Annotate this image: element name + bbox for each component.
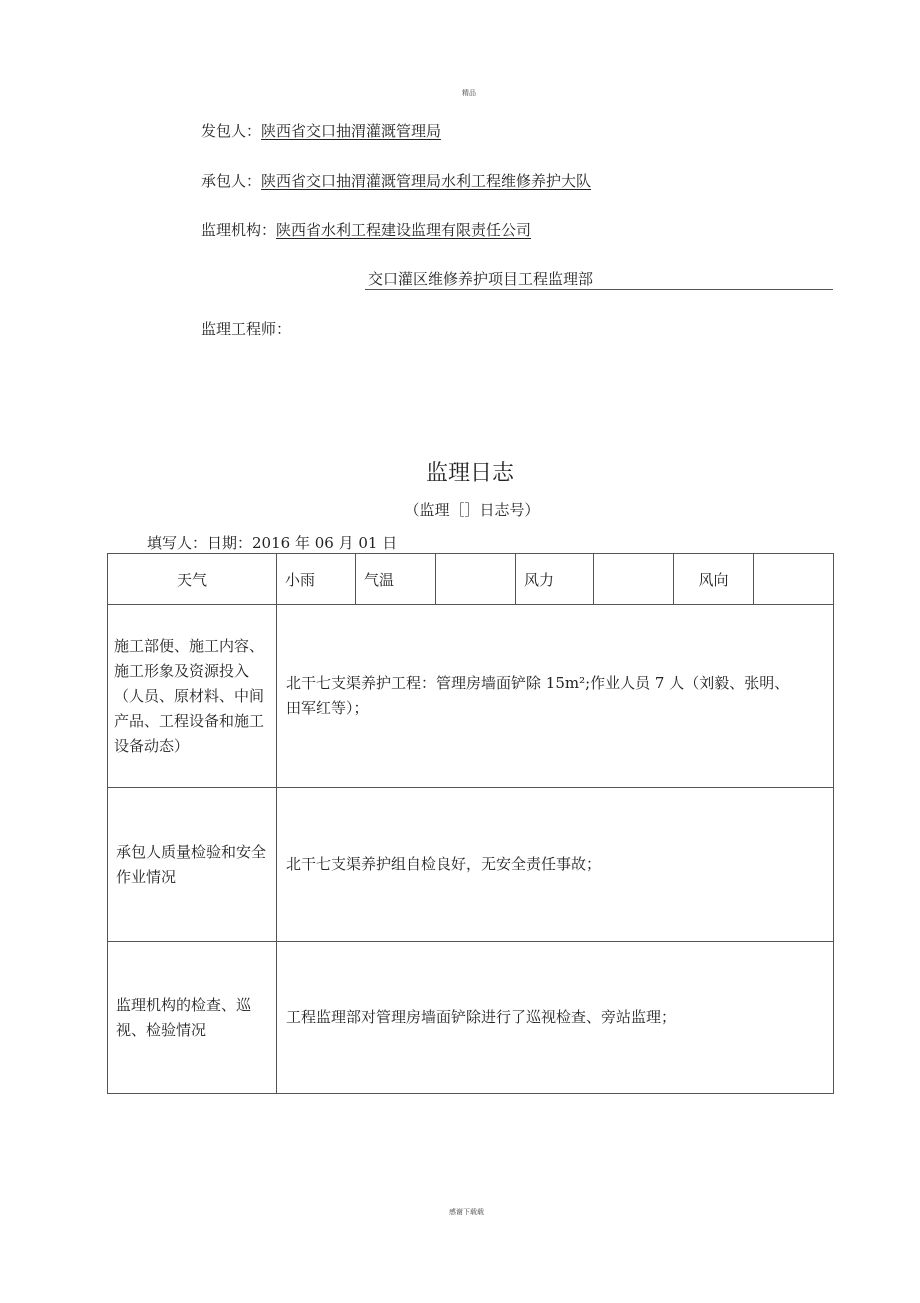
supervisor-line	[201, 219, 531, 240]
row-content-line: 北干七支渠养护工程：管理房墙面铲除 15m²;作业人员 7 人（刘毅、张明、	[286, 674, 790, 692]
row-content-quality	[277, 788, 834, 942]
log-subtitle: （监理［］日志号）	[404, 501, 540, 519]
header-mark: 精品	[462, 89, 476, 97]
employer-value: 陕西省交口抽渭灌溉管理局	[261, 122, 442, 140]
contractor-line	[201, 170, 591, 191]
wind-dir-label: 风向	[674, 554, 754, 605]
row-label-quality: 承包人质量检验和安全作业情况	[108, 788, 277, 942]
row-label-construction: 施工部便、施工内容、施工形象及资源投入（人员、原材料、中间产品、工程设备和施工设备动态）	[108, 605, 277, 788]
contractor-label: 承包人：	[201, 172, 262, 190]
supervisor-value: 陕西省水利工程建设监理有限责任公司	[276, 221, 532, 239]
weather-label: 天气	[108, 554, 277, 605]
log-table	[107, 553, 834, 1094]
dept-underline	[365, 289, 833, 290]
employer-line	[201, 120, 441, 141]
temp-value	[436, 554, 516, 605]
temp-label: 气温	[356, 554, 436, 605]
engineer-label: 监理工程师：	[201, 320, 292, 338]
footer-mark: 感谢下载载	[449, 1208, 484, 1216]
row-content-construction	[277, 605, 834, 788]
supervisor-dept: 交口灌区维修养护项目工程监理部	[368, 270, 594, 288]
table-row	[108, 942, 834, 1094]
log-title: 监理日志	[425, 461, 514, 486]
contractor-value: 陕西省交口抽渭灌溉管理局水利工程维修养护大队	[261, 172, 592, 190]
weather-row	[108, 554, 834, 605]
row-content-line: 北干七支渠养护组自检良好，无安全责任事故；	[286, 855, 602, 873]
row-content-inspection	[277, 942, 834, 1094]
table-row	[108, 605, 834, 788]
row-label-inspection: 监理机构的检查、巡视、检验情况	[108, 942, 277, 1094]
supervisor-label: 监理机构：	[201, 221, 277, 239]
row-content-line: 工程监理部对管理房墙面铲除进行了巡视检查、旁站监理；	[286, 1008, 677, 1026]
employer-label: 发包人：	[201, 122, 262, 140]
table-row	[108, 788, 834, 942]
wind-force-label: 风力	[516, 554, 594, 605]
wind-dir-value	[754, 554, 834, 605]
weather-value: 小雨	[277, 554, 356, 605]
filler-date: 填写人：日期：2016 年 06 月 01 日	[147, 534, 398, 552]
wind-force-value	[594, 554, 674, 605]
row-content-line: 田军红等）；	[286, 699, 369, 717]
